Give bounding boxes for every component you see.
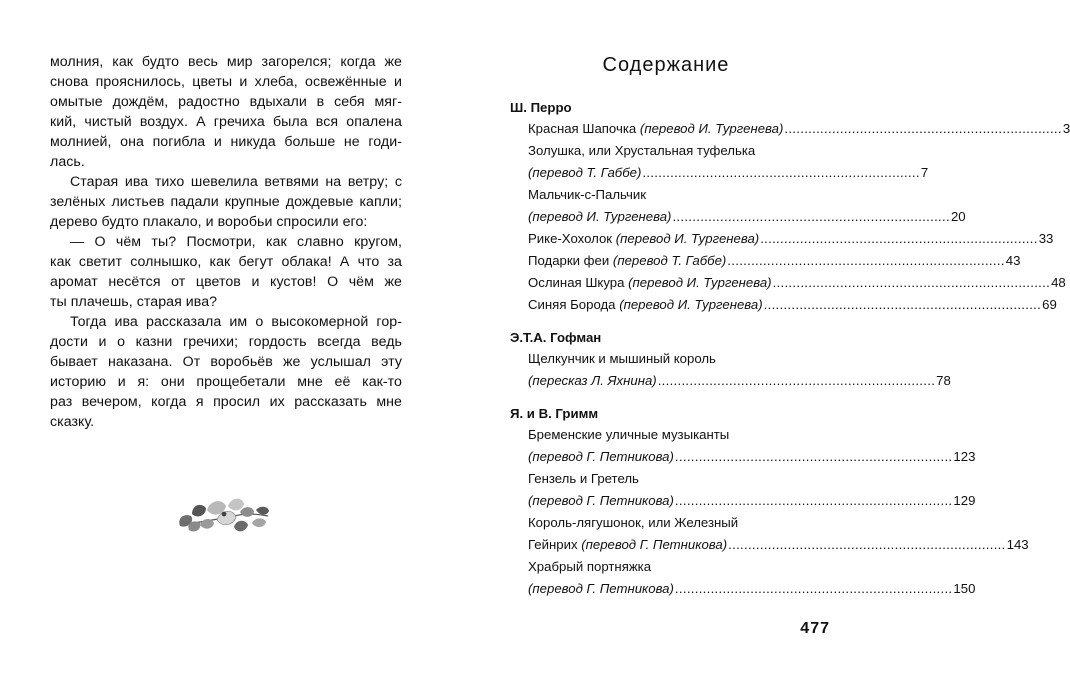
toc-leader-dots: ...................................................................... xyxy=(763,297,1042,312)
toc-entry-translator: (пересказ Л. Яхнина) xyxy=(528,373,657,388)
toc-entry-title[interactable]: Щелкунчик и мышиный король xyxy=(528,351,716,366)
toc-entry-translator: (перевод Г. Петникова) xyxy=(581,537,728,552)
toc-entry-title: Рике-Хохолок xyxy=(528,231,613,246)
toc-entry[interactable] xyxy=(528,118,1070,140)
toc-entry-title: Подарки феи xyxy=(528,253,610,268)
toc-entry[interactable] xyxy=(528,206,966,228)
toc-entry[interactable] xyxy=(528,370,951,392)
toc-leader-dots: ...................................................................... xyxy=(672,209,950,224)
text-line: Старая ива тихо шевелила ветвями на ветру; с xyxy=(70,174,402,190)
toc-entry-translator: (перевод Т. Габбе) xyxy=(528,165,642,180)
text-line: дерево будто плакало, и воробьи спросили его: xyxy=(50,214,368,230)
toc-author: Я. и В. Гримм xyxy=(510,406,599,421)
toc-entry-title: Ослиная Шкура xyxy=(528,275,625,290)
text-line: молния, как будто весь мир загорелся; когда же xyxy=(50,54,402,70)
toc-page-number: 3 xyxy=(1062,121,1070,136)
toc-entry[interactable] xyxy=(528,162,929,184)
toc-entry-translator: (перевод Г. Петникова) xyxy=(528,581,674,596)
floral-ornament-icon xyxy=(176,492,272,538)
toc-entry[interactable] xyxy=(528,250,1021,272)
toc-leader-dots: ...................................................................... xyxy=(772,275,1051,290)
text-line: зелёных листьев падали крупные дождевые капли; xyxy=(50,194,402,210)
page-number: 477 xyxy=(800,620,830,637)
toc-entry-title[interactable]: Король-лягушонок, или Железный xyxy=(528,515,739,530)
toc-leader-dots: ...................................................................... xyxy=(760,231,1038,246)
text-line: раз вечером, когда я просил их рассказать мне xyxy=(50,394,402,410)
table-of-contents xyxy=(510,98,1070,600)
toc-entry-title[interactable]: Храбрый портняжка xyxy=(528,559,652,574)
toc-entry-translator: (перевод Т. Габбе) xyxy=(612,253,727,268)
toc-entry-title-cont: Гейнрих xyxy=(528,537,578,552)
toc-entry[interactable] xyxy=(528,272,1066,294)
toc-entry-title[interactable]: Гензель и Гретель xyxy=(528,471,639,486)
toc-page-number: 48 xyxy=(1051,275,1066,290)
toc-entry-translator: (перевод И. Тургенева) xyxy=(615,231,760,246)
text-line: Тогда ива рассказала им о высокомерной гор- xyxy=(70,314,402,330)
toc-entry-translator: (перевод И. Тургенева) xyxy=(628,275,772,290)
toc-page-number: 43 xyxy=(1005,253,1021,268)
toc-page-number: 123 xyxy=(953,449,976,464)
text-line: ты плачешь, старая ива? xyxy=(50,294,218,310)
toc-entry[interactable] xyxy=(528,490,976,512)
toc-page-number: 143 xyxy=(1006,537,1029,552)
toc-entry[interactable] xyxy=(528,228,1054,250)
toc-entry[interactable] xyxy=(528,294,1057,316)
toc-leader-dots: ...................................................................... xyxy=(642,165,920,180)
toc-leader-dots: ...................................................................... xyxy=(727,253,1005,268)
toc-leader-dots: ...................................................................... xyxy=(674,581,953,596)
text-line: аромат несётся от цветов и кустов! О чём же xyxy=(50,274,402,290)
text-line: лась. xyxy=(50,154,85,170)
toc-entry[interactable] xyxy=(528,578,976,600)
toc-entry-title: Красная Шапочка xyxy=(528,121,637,136)
toc-page-number: 69 xyxy=(1042,297,1057,312)
toc-author: Э.Т.А. Гофман xyxy=(510,330,602,345)
toc-leader-dots: ...................................................................... xyxy=(728,537,1006,552)
toc-page-number: 7 xyxy=(920,165,929,180)
toc-entry-title[interactable]: Золушка, или Хрустальная туфелька xyxy=(528,143,756,158)
story-text xyxy=(50,52,402,432)
toc-entry-translator: (перевод И. Тургенева) xyxy=(639,121,784,136)
text-line: омытые дождём, радостно вдыхали в себя мяг- xyxy=(50,94,402,110)
toc-page-number: 33 xyxy=(1038,231,1054,246)
left-page xyxy=(0,0,440,676)
toc-entry-translator: (перевод И. Тургенева) xyxy=(619,297,763,312)
toc-page-number: 150 xyxy=(953,581,976,596)
toc-entry-title[interactable]: Бременские уличные музыканты xyxy=(528,427,730,442)
toc-entry-title[interactable]: Мальчик-с-Пальчик xyxy=(528,187,647,202)
toc-leader-dots: ...................................................................... xyxy=(784,121,1062,136)
toc-page-number: 78 xyxy=(936,373,951,388)
toc-author: Ш. Перро xyxy=(510,100,572,115)
text-line: сказку. xyxy=(50,414,95,430)
toc-entry-translator: (перевод И. Тургенева) xyxy=(528,209,672,224)
text-line: как светит солнышко, как бегут облака! А что за xyxy=(50,254,402,270)
text-line: молнией, она погибла и никуда больше не годи- xyxy=(50,134,402,150)
toc-entry-title: Синяя Борода xyxy=(528,297,616,312)
toc-entry-translator: (перевод Г. Петникова) xyxy=(528,449,674,464)
text-line: дости и о казни гречихи; гордость всегда ведь xyxy=(50,334,402,350)
toc-leader-dots: ...................................................................... xyxy=(674,449,953,464)
toc-leader-dots: ...................................................................... xyxy=(674,493,953,508)
toc-leader-dots: ...................................................................... xyxy=(657,373,936,388)
toc-page-number: 20 xyxy=(950,209,966,224)
toc-title: Содержание xyxy=(602,54,730,76)
toc-entry-translator: (перевод Г. Петникова) xyxy=(528,493,674,508)
text-line: — О чём ты? Посмотри, как славно кругом, xyxy=(70,234,402,250)
text-line: снова прояснилось, цветы и хлеба, освежённые и xyxy=(50,74,402,90)
text-line: историю и я: они прощебетали мне её как-то xyxy=(50,374,402,390)
toc-entry[interactable] xyxy=(528,446,976,468)
right-page xyxy=(440,0,1070,676)
toc-entry[interactable] xyxy=(528,534,1029,556)
text-line: кий, чистый воздух. А гречиха была вся опалена xyxy=(50,114,402,130)
toc-page-number: 129 xyxy=(953,493,976,508)
text-line: бывает наказана. От воробьёв же услышал эту xyxy=(50,354,402,370)
